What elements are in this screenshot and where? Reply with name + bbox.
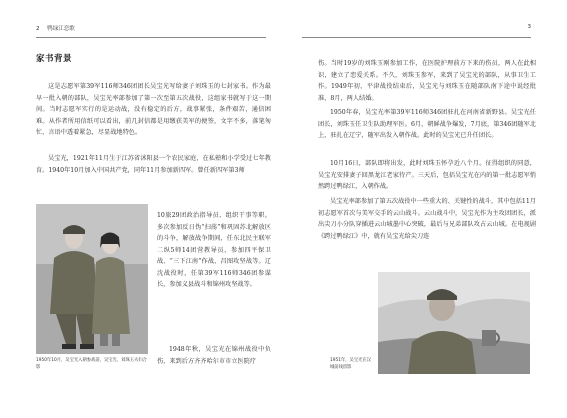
- paragraph: 吴宝光率部参加了第五次战役中一些重大的、关键性的战斗，其中包括11月初志愿军首次与美军交手的云山战斗。云山战斗中，吴宝光作为主攻团团长，派出尖刀小分队穿插进云山城墨中心突破，最后与兄弟部队攻占云山城。在电视剧《跨过鸭绿江》中，就有吴宝光给尖刀连: [318, 198, 536, 240]
- left-page-number: 2: [36, 26, 40, 32]
- right-running-header: [528, 24, 532, 36]
- header-rule: [302, 37, 531, 38]
- paragraph: 1950年春，吴宝光率第39军116师346团驻扎在河南省新野县。吴宝光任团长，刘珠玉任卫生队助理军医。6月，朝鲜战争爆发，7月底，第346团随军北上，驻扎在辽宁，随军出发入朝作战。此时的吴宝光已升任团长。: [318, 109, 536, 139]
- photo-caption: 1951年，吴宝光在汉城前线留影: [330, 358, 372, 370]
- couple-photo: [36, 204, 148, 354]
- right-page-number: 3: [527, 24, 531, 30]
- paragraph: 10旅29团政治指导员、组织干事等职。多次参加反日伪“扫荡”和巩固苏北解放区的斗争，解放战争期间，任东北民主联军二纵5师14团营教导员，参加四平保卫战、“三下江南”作战、昌图攻坚战等。辽沈战役时，任第39军116师346团参谋长，参加义县战斗和锦州攻坚战等。: [157, 212, 271, 288]
- header-rule: [36, 37, 266, 38]
- photo-caption: 1950年10月，吴宝光入朝参战前，吴宝光、刘珠玉夫妇合影: [36, 358, 147, 370]
- section-title: 家书背景: [36, 54, 73, 64]
- book-title: 鸭绿江恋歌: [47, 26, 75, 32]
- paragraph: 吴宝光，1921年11月生于江苏省沭阳县一个农民家庭，在私塾和小学受过七年教育。1940年10月加入中国共产党，同年11月参加新四军。曾任新四军第3师: [36, 155, 271, 174]
- paragraph: 这是志愿军第39军116师346团团长吴宝光写给妻子刘珠玉的七封家书。作为最早一批入朝的部队，吴宝光率部参加了第一次至第五次战役，这组家书就写于这一期间。当时志愿军实行的是运动战，没有稳定的后方，战事紧张，条件艰苦，通信困难。从作者所用信纸可以看出，前几封信都是用缴获美军的便签，文字不多，落笔匆忙，言语中透着紧急，尽显战地特色。: [36, 83, 271, 136]
- soldier-photo-image: [378, 272, 530, 374]
- right-page: [284, 0, 567, 418]
- couple-photo-image: [36, 204, 148, 354]
- soldier-photo: [378, 272, 530, 374]
- paragraph: 10月16日，部队即将出发，此时刘珠玉怀孕近八个月。征得组织的同意，吴宝光安排妻子回黑龙江老家待产。三天后，包括吴宝光在内的第一批志愿军悄然跨过鸭绿江，入朝作战。: [318, 160, 536, 190]
- left-running-header: [36, 24, 75, 36]
- paragraph: 伤。当时19岁的刘珠玉刚参加工作，在医院护理前方下来的伤员，两人在此相识，建立了恋爱关系。不久，刘珠玉参军，来到了吴宝光的部队，从事卫生工作。1949年初，平津战役结束后，吴宝光与刘珠玉在随部队南下途中说经批准，8月，两人结婚。: [318, 60, 536, 102]
- paragraph: 1948年秋，吴宝光在锦州战役中负伤，来到后方齐齐哈尔市市立医院疗: [157, 346, 271, 365]
